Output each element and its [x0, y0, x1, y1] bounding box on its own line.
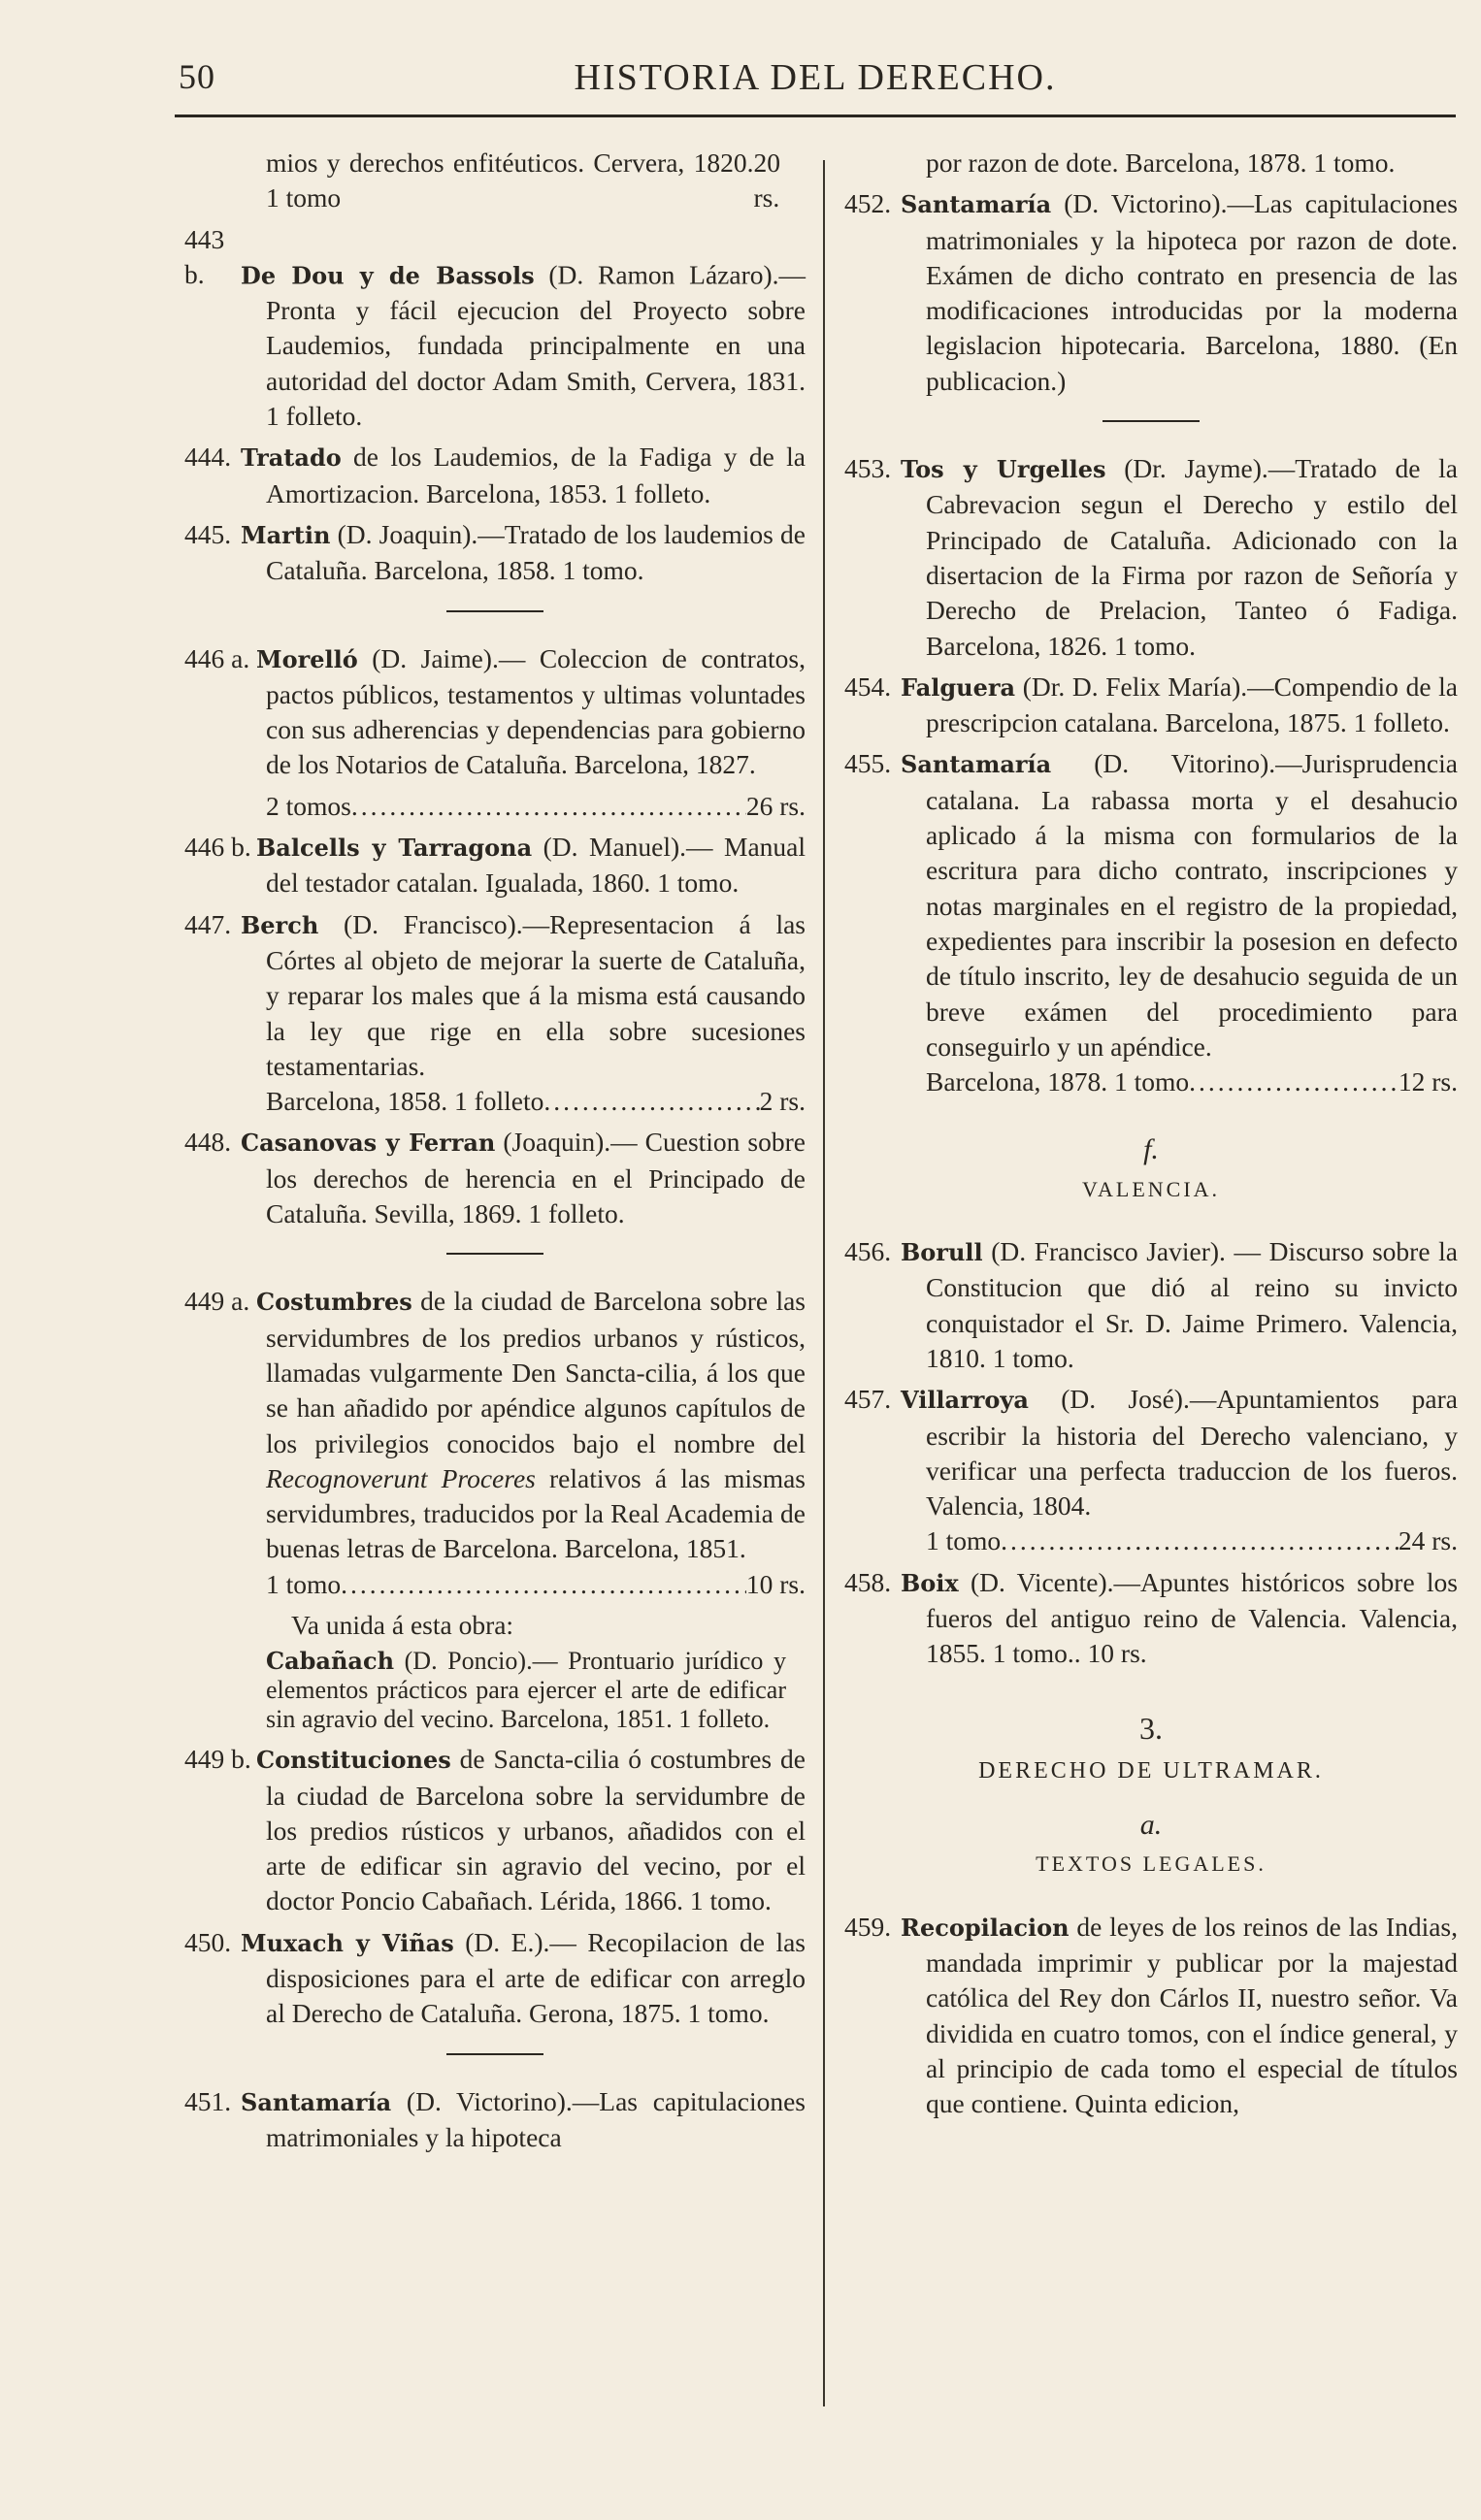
entry-tail: Barcelona, 1878. 1 tomo [926, 1066, 1190, 1097]
entry-author: Santamaría [901, 190, 1052, 219]
entry-author: Tratado [241, 443, 342, 473]
entry-456 [844, 1234, 1458, 1376]
entry-price: 20 rs. [753, 147, 781, 213]
entry-text: (D. Poncio).— Prontuario jurídico y elementos prácticos para ejercer el arte de edificar sin agravio del vecino. Barcelona, 1851. 1 folleto. [266, 1647, 786, 1734]
entry-price: 24 rs. [1398, 1525, 1458, 1556]
entry-number: 446 a. [184, 642, 250, 673]
entry-444 [184, 440, 806, 511]
entry-452 [844, 186, 1458, 399]
entry-447-price-line [184, 1084, 806, 1119]
section-separator [446, 610, 543, 612]
section-title: DERECHO DE ULTRAMAR. [978, 1757, 1324, 1784]
entry-449b [184, 1742, 806, 1918]
entry-number: 447. [184, 908, 232, 939]
entry-author: Morelló [256, 644, 358, 673]
entry-text: (D. Vicente).—Apuntes históricos sobre los fueros del antiguo reino de Valencia. Valencia, 1855. 1 tomo.. 10 rs. [926, 1566, 1458, 1669]
entry-number: 452. [844, 188, 892, 219]
entry-number: 459. [844, 1911, 892, 1942]
entry-text-continued: relativos á las mismas servidumbres, traducidos por la Real Academia de buenas letras de Barcelona. Barcelona, 1851. [266, 1462, 806, 1564]
entry-author: Tos y Urgelles [901, 455, 1106, 484]
entry-author: Muxach y Viñas [241, 1928, 454, 1957]
entry-author: Martin [241, 520, 331, 549]
entry-443b [184, 222, 806, 435]
section-letter: a. [1139, 1809, 1163, 1842]
entry-450 [184, 1925, 806, 2032]
continued-entry: por razon de dote. Barcelona, 1878. 1 tomo. [926, 147, 1396, 178]
entry-price: 12 rs. [1398, 1066, 1458, 1097]
section-title: VALENCIA. [1081, 1176, 1221, 1201]
entry-text: (D. Jaime).— Coleccion de contratos, pactos públicos, testamentos y ultimas voluntades con sus adherencias y dependencias para gobierno de los Notarios de Cataluña. Barcelona, 1827. [266, 642, 806, 780]
entry-text: (Dr. Jayme).—Tratado de la Cabrevacion segun el Derecho y estilo del Principado de Cataluña. Adicionado con la disertacion de la Firma por razon de Señoría y Derecho de Prelacion, Tanteo ó Fadiga. Barcelona, 1826. 1 tomo. [926, 453, 1458, 661]
entry-author: Berch [241, 910, 319, 939]
running-title: HISTORIA DEL DERECHO. [574, 57, 1057, 98]
entry-451 [184, 2084, 806, 2156]
entry-author: Falguera [901, 672, 1016, 702]
entry-446a-price-line [184, 789, 806, 824]
entry-number: 451. [184, 2085, 232, 2116]
left-column [184, 146, 806, 2161]
entry-457 [844, 1382, 1458, 1523]
entry-458 [844, 1565, 1458, 1672]
entry-text: (D. José).—Apuntamientos para escribir la historia del Derecho valenciano, y verificar una perfecta traduccion de los fueros. Valencia, 1804. [926, 1384, 1458, 1522]
section-separator [1103, 420, 1200, 422]
entry-text: (D. Francisco Javier). — Discurso sobre la Constitucion que dió al reino su invicto conquistador el Sr. D. Jaime Primero. Valencia, 1810. 1 tomo. [926, 1236, 1458, 1373]
entry-author: Borull [901, 1238, 983, 1267]
entry-number: 448. [184, 1127, 232, 1158]
entry-text: de leyes de los reinos de las Indias, mandada imprimir y publicar por la majestad católica del Rey don Cárlos II, nuestro señor. Va dividida en cuatro tomos, con el índice general, y al principio de cada tomo el especial de títulos que contiene. Quinta edicion, [926, 1911, 1458, 2119]
entry-text: (D. Joaquin).—Tratado de los laudemios de Cataluña. Barcelona, 1858. 1 tomo. [266, 518, 806, 586]
entry-text: (D. Vitorino).—Jurisprudencia catalana. La rabassa morta y el desahucio aplicado á la misma con formularios de la escritura para dicho contrato, inscripciones y notas marginales en el registro de la propiedad, expedientes para inscribir la posesion en defecto de título inscrito, ley de desahucio seguida de un breve exámen del procedimiento para conseguirlo y un apéndice. [926, 748, 1458, 1062]
entry-text: (D. Victorino).—Las capitulaciones matrimoniales y la hipoteca [266, 2085, 806, 2152]
entry-text: (D. Ramon Lázaro).—Pronta y fácil ejecucion del Proyecto sobre Laudemios, fundada principalmente en una autoridad del doctor Adam Smith, Cervera, 1831. 1 folleto. [266, 258, 806, 432]
entry-tail: 1 tomo [266, 1568, 342, 1599]
entry-tail: 1 tomo [926, 1525, 1002, 1556]
entry-text: mios y derechos enfitéuticos. Cervera, 1820. 1 tomo [266, 147, 754, 213]
entry-text: (D. Victorino).—Las capitulaciones matrimoniales y la hipoteca por razon de dote. Exámen de dicho contrato en presencia de las modificaciones introducidas por la moderna legislacion hipotecaria. Barcelona, 1880. (En publicacion.) [926, 188, 1458, 396]
entry-445 [184, 517, 806, 589]
entry-italic-title: Recognoverunt Proceres [266, 1462, 536, 1493]
entry-price: 26 rs. [745, 790, 806, 821]
entry-text: (D. Manuel).— Manual del testador catalan. Igualada, 1860. 1 tomo. [266, 832, 806, 899]
header-rule [175, 115, 1456, 117]
entry-number: 449 b. [184, 1744, 251, 1775]
section-separator [446, 1253, 543, 1255]
entry-number: 457. [844, 1384, 892, 1415]
entry-454 [844, 670, 1458, 741]
section-number: 3. [1139, 1710, 1163, 1746]
column-divider [823, 160, 825, 2406]
continued-entry [184, 146, 806, 216]
page-header [175, 50, 1456, 105]
section-title: TEXTOS LEGALES. [1036, 1851, 1267, 1877]
entry-author: Boix [901, 1568, 959, 1597]
entry-455-price-line [844, 1064, 1458, 1099]
entry-author: Recopilacion [901, 1913, 1070, 1942]
entry-text: de los Laudemios, de la Fadiga y de la Amortizacion. Barcelona, 1853. 1 folleto. [266, 442, 806, 508]
entry-price: 2 rs. [759, 1086, 806, 1117]
section-letter: f. [1143, 1133, 1159, 1166]
entry-price: 10 rs. [745, 1568, 806, 1599]
entry-author: Villarroya [901, 1386, 1029, 1415]
entry-text: (D. E.).— Recopilacion de las disposiciones para el arte de edificar con arreglo al Derecho de Cataluña. Gerona, 1875. 1 tomo. [266, 1926, 806, 2029]
entry-tail: Barcelona, 1858. 1 folleto [266, 1086, 544, 1117]
entry-number: 449 a. [184, 1286, 250, 1317]
right-column [844, 146, 1458, 2128]
entry-number: 458. [844, 1566, 892, 1597]
entry-text: (D. Francisco).—Representacion á las Córtes al objeto de mejorar la suerte de Cataluña, y reparar los males que á la misma está causando la ley que rige en ella sobre sucesiones testamentarias. [266, 908, 806, 1081]
entry-number: 443 b. [184, 223, 225, 289]
entry-449a-price-line [184, 1567, 806, 1602]
entry-457-price-line [844, 1523, 1458, 1558]
entry-number: 454. [844, 671, 892, 702]
entry-447 [184, 907, 806, 1084]
entry-author: Cabañach [266, 1647, 395, 1676]
entry-text: de Sancta-cilia ó costumbres de la ciudad de Barcelona sobre la servidumbre de los predios rústicos y urbanos, añadidos con el arte de edificar sin agravio del vecino, por el doctor Poncio Cabañach. Lérida, 1866. 1 tomo. [266, 1744, 806, 1916]
entry-author: De Dou y de Bassols [241, 260, 535, 289]
entry-author: Santamaría [901, 750, 1052, 779]
entry-448 [184, 1125, 806, 1231]
section-separator [446, 2053, 543, 2055]
note-intro: Va unida á esta obra: [291, 1609, 514, 1640]
entry-text: (Joaquin).— Cuestion sobre los derechos de herencia en el Principado de Cataluña. Sevilla, 1869. 1 folleto. [266, 1127, 806, 1229]
entry-number: 446 b. [184, 832, 251, 863]
entry-number: 445. [184, 518, 232, 549]
entry-449a [184, 1284, 806, 1566]
entry-tail: 2 tomos [266, 790, 351, 821]
entry-author: Constituciones [256, 1746, 451, 1775]
entry-446a [184, 641, 806, 783]
entry-author: Balcells y Tarragona [256, 834, 533, 863]
entry-459 [844, 1910, 1458, 2122]
entry-number: 455. [844, 748, 892, 779]
entry-453 [844, 451, 1458, 664]
entry-author: Santamaría [241, 2087, 392, 2116]
page-number: 50 [179, 57, 215, 96]
entry-number: 444. [184, 442, 232, 473]
entry-author: Casanovas y Ferran [241, 1129, 496, 1158]
entry-number: 456. [844, 1236, 892, 1267]
entry-number: 450. [184, 1926, 232, 1957]
entry-455 [844, 746, 1458, 1064]
entry-446b [184, 830, 806, 901]
entry-number: 453. [844, 453, 892, 484]
sub-entry-cabanach [184, 1647, 806, 1734]
entry-author: Costumbres [256, 1288, 412, 1317]
entry-text: de la ciudad de Barcelona sobre las servidumbres de los predios urbanos y rústicos, llamadas vulgarmente Den Sancta-cilia, á los que se han añadido por apéndice algunos capítulos de los privilegios conocidos bajo el nombre del [266, 1286, 806, 1458]
entry-text: (Dr. D. Felix María).—Compendio de la prescripcion catalana. Barcelona, 1875. 1 folleto. [926, 671, 1458, 738]
